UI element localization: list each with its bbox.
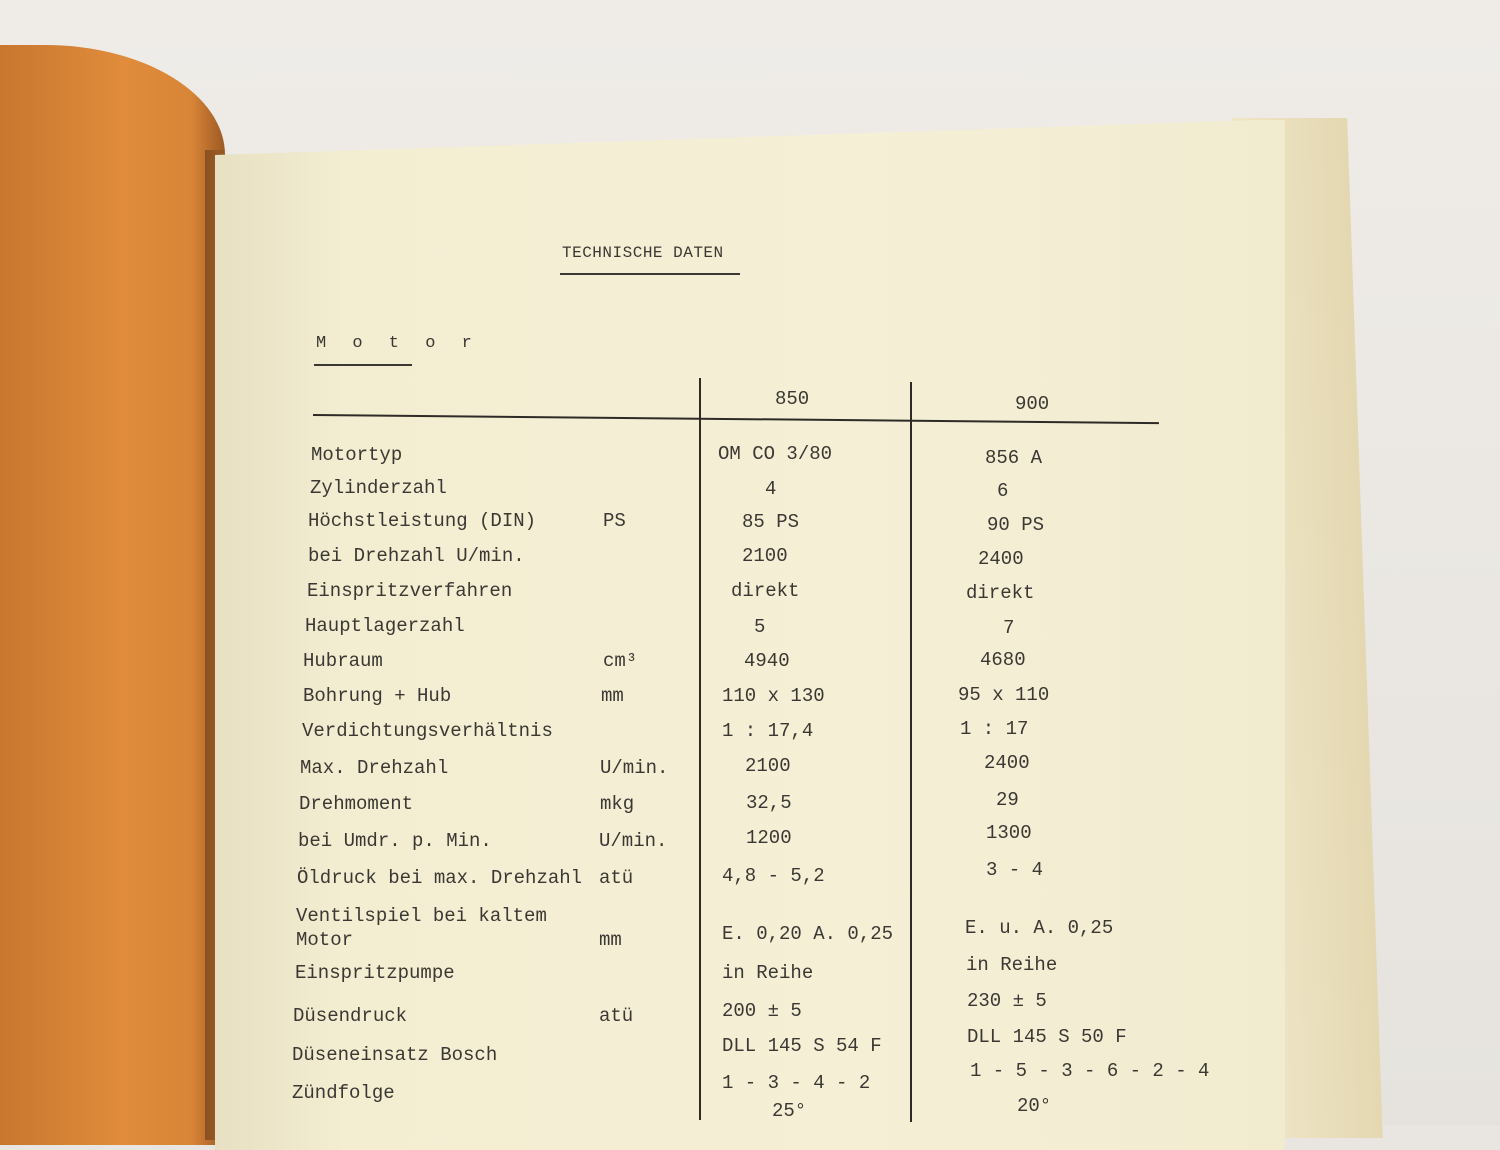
value-850: 200 ± 5 <box>722 1000 802 1022</box>
row-label: Hauptlagerzahl <box>305 615 465 637</box>
column-divider-1 <box>699 378 701 1120</box>
value-900: 90 PS <box>987 514 1045 536</box>
row-label: Höchstleistung (DIN) <box>308 510 537 532</box>
value-900: 95 x 110 <box>958 684 1050 706</box>
value-850: in Reihe <box>722 962 814 984</box>
orange-book-cover <box>0 45 225 1145</box>
row-label: Verdichtungsverhältnis <box>302 720 553 742</box>
row-label: Drehmoment <box>299 793 414 815</box>
row-unit: atü <box>599 867 634 889</box>
value-900: 20° <box>1017 1095 1052 1117</box>
value-850: 1 - 3 - 4 - 2 <box>722 1072 871 1094</box>
value-900: direkt <box>966 582 1035 604</box>
row-label: bei Umdr. p. Min. <box>298 830 492 852</box>
row-label: Einspritzverfahren <box>307 580 513 602</box>
row-unit: mm <box>599 929 622 951</box>
value-900: 3 - 4 <box>986 859 1044 881</box>
value-900: 230 ± 5 <box>967 990 1047 1012</box>
column-header-900: 900 <box>1015 393 1050 415</box>
value-900: 4680 <box>980 649 1026 671</box>
row-unit: mkg <box>600 793 635 815</box>
row-label: Hubraum <box>303 650 383 672</box>
value-850: 4,8 - 5,2 <box>722 865 825 887</box>
row-label: Motortyp <box>311 444 403 466</box>
value-900: 7 <box>1003 617 1015 639</box>
row-unit: cm³ <box>603 650 638 672</box>
row-label: bei Drehzahl U/min. <box>308 545 525 567</box>
value-850: 85 PS <box>742 511 800 533</box>
value-850: 2100 <box>742 545 788 567</box>
value-900: DLL 145 S 50 F <box>967 1026 1127 1048</box>
row-unit: PS <box>603 510 626 532</box>
row-label: Ventilspiel bei kaltem <box>296 905 547 927</box>
row-label: Zylinderzahl <box>310 477 447 499</box>
row-unit: atü <box>599 1005 634 1027</box>
section-underline <box>314 364 412 366</box>
row-unit: U/min. <box>600 757 669 779</box>
row-label: Öldruck bei max. Drehzahl <box>297 867 583 889</box>
value-900: 1300 <box>986 822 1032 844</box>
title-underline <box>560 273 740 275</box>
value-850: 25° <box>772 1100 807 1122</box>
column-header-850: 850 <box>775 388 810 410</box>
row-unit: U/min. <box>599 830 668 852</box>
value-850: 110 x 130 <box>722 685 825 707</box>
value-850: direkt <box>731 580 800 602</box>
value-850: 1 : 17,4 <box>722 720 814 742</box>
value-850: 4940 <box>744 650 790 672</box>
row-label: Max. Drehzahl <box>300 757 449 779</box>
section-heading: M o t o r <box>316 334 480 353</box>
value-900: 6 <box>997 480 1009 502</box>
value-900: in Reihe <box>966 954 1058 976</box>
value-850: 4 <box>765 478 777 500</box>
value-850: E. 0,20 A. 0,25 <box>722 923 894 945</box>
row-label: Einspritzpumpe <box>295 962 455 984</box>
value-900: 29 <box>996 789 1019 811</box>
value-850: DLL 145 S 54 F <box>722 1035 882 1057</box>
row-label: Düsendruck <box>293 1005 408 1027</box>
value-850: OM CO 3/80 <box>718 443 833 465</box>
value-900: 2400 <box>978 548 1024 570</box>
row-label: Zündfolge <box>292 1082 395 1104</box>
value-850: 5 <box>754 616 766 638</box>
document-title: TECHNISCHE DATEN <box>562 244 724 262</box>
value-850: 1200 <box>746 827 792 849</box>
row-label: Bohrung + Hub <box>303 685 452 707</box>
row-label: Düseneinsatz Bosch <box>292 1044 498 1066</box>
value-900: 1 : 17 <box>960 718 1029 740</box>
column-divider-2 <box>910 382 912 1122</box>
value-900: 856 A <box>985 447 1043 469</box>
value-850: 32,5 <box>746 792 792 814</box>
value-850: 2100 <box>745 755 791 777</box>
value-900: E. u. A. 0,25 <box>965 917 1114 939</box>
value-900: 2400 <box>984 752 1030 774</box>
row-unit: mm <box>601 685 624 707</box>
row-label-cont: Motor <box>296 929 354 951</box>
value-900: 1 - 5 - 3 - 6 - 2 - 4 <box>970 1060 1210 1082</box>
